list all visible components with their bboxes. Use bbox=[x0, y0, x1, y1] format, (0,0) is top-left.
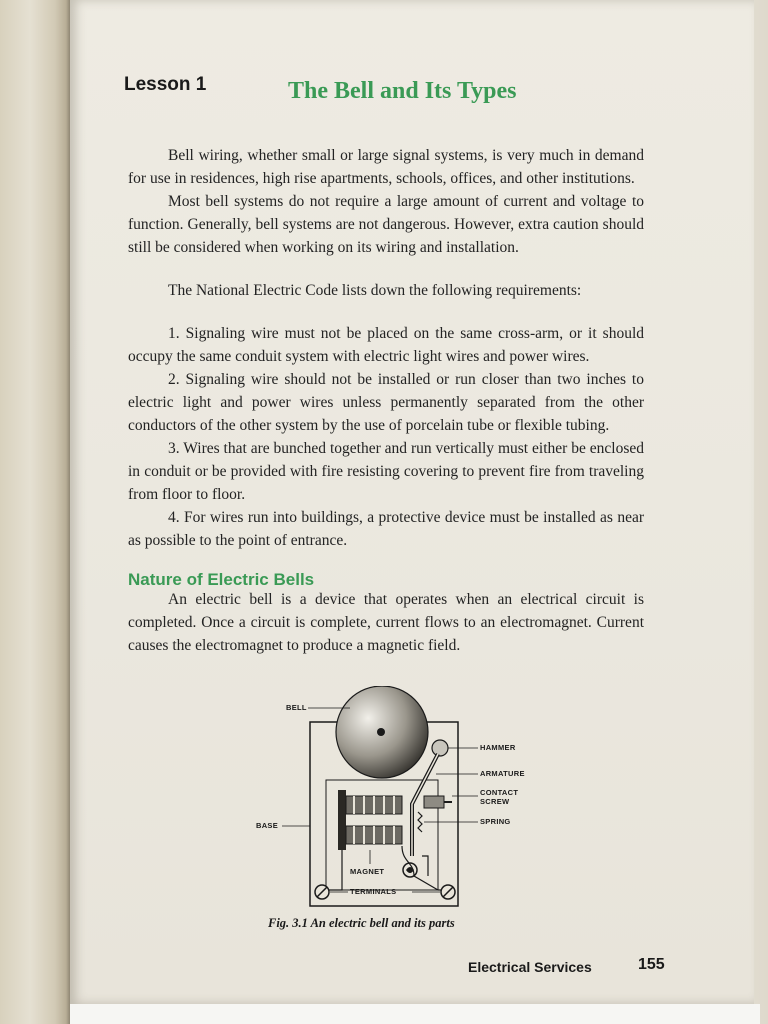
lesson-header bbox=[124, 72, 684, 112]
label-bell: BELL bbox=[286, 703, 307, 712]
magnet-coil-top bbox=[346, 796, 402, 814]
footer-title: Electrical Services bbox=[468, 959, 592, 975]
gong-center bbox=[377, 728, 385, 736]
contact-screw-icon bbox=[424, 796, 444, 808]
left-page-gutter bbox=[0, 0, 70, 1024]
label-magnet: MAGNET bbox=[350, 867, 385, 876]
electric-bell-figure bbox=[252, 686, 552, 916]
magnet-coil-bottom bbox=[346, 826, 402, 844]
paragraph-current-voltage: Most bell systems do not require a large amount of current and voltage to function. Generally, bell systems are not dangerous. However, extra caution should still be considered when working on its wiring and installation. bbox=[128, 193, 644, 256]
requirement-item: 2. Signaling wire should not be installed or run closer than two inches to electric light and power wires unless permanently separated from the other conductors of the other system by the use of porcelain tube or flexible tubing. bbox=[128, 371, 644, 434]
wire bbox=[322, 850, 342, 890]
hammer-icon bbox=[432, 740, 448, 756]
label-hammer: HAMMER bbox=[480, 743, 516, 752]
page-bottom-edge bbox=[70, 1004, 760, 1024]
label-screw: SCREW bbox=[480, 797, 510, 806]
page-number: 155 bbox=[638, 956, 665, 973]
paragraph-intro: Bell wiring, whether small or large signal systems, is very much in demand for use in residences, high rise apartments, schools, offices, and other institutions. bbox=[128, 147, 644, 187]
label-contact: CONTACT bbox=[480, 788, 519, 797]
label-base: BASE bbox=[256, 821, 279, 830]
body-text bbox=[128, 144, 644, 657]
requirement-item: 3. Wires that are bunched together and run vertically must either be enclosed in conduit or be provided with fire resisting covering to prevent fire from traveling from floor to floor. bbox=[128, 440, 644, 503]
lesson-title: The Bell and Its Types bbox=[288, 78, 517, 104]
spring-icon bbox=[418, 812, 422, 832]
label-armature: ARMATURE bbox=[480, 769, 525, 778]
lesson-label: Lesson 1 bbox=[124, 74, 207, 95]
section-heading: Nature of Electric Bells bbox=[128, 570, 315, 589]
paragraph-nature: An electric bell is a device that operates when an electrical circuit is completed. Once a circuit is complete, current flows to an electromagnet. Current causes the electromagnet to produce a magnetic field. bbox=[128, 591, 644, 654]
figure-caption: Fig. 3.1 An electric bell and its parts bbox=[268, 916, 455, 930]
paragraph-nec-intro: The National Electric Code lists down the following requirements: bbox=[168, 282, 582, 299]
requirement-item: 1. Signaling wire must not be placed on the same cross-arm, or it should occupy the same conduit system with electric light wires and power wires. bbox=[128, 325, 644, 365]
magnet-core bbox=[338, 790, 346, 850]
requirement-item: 4. For wires run into buildings, a protective device must be installed as near as possible to the point of entrance. bbox=[128, 509, 644, 549]
label-spring: SPRING bbox=[480, 817, 511, 826]
label-terminals: TERMINALS bbox=[350, 887, 397, 896]
wire bbox=[422, 856, 428, 876]
